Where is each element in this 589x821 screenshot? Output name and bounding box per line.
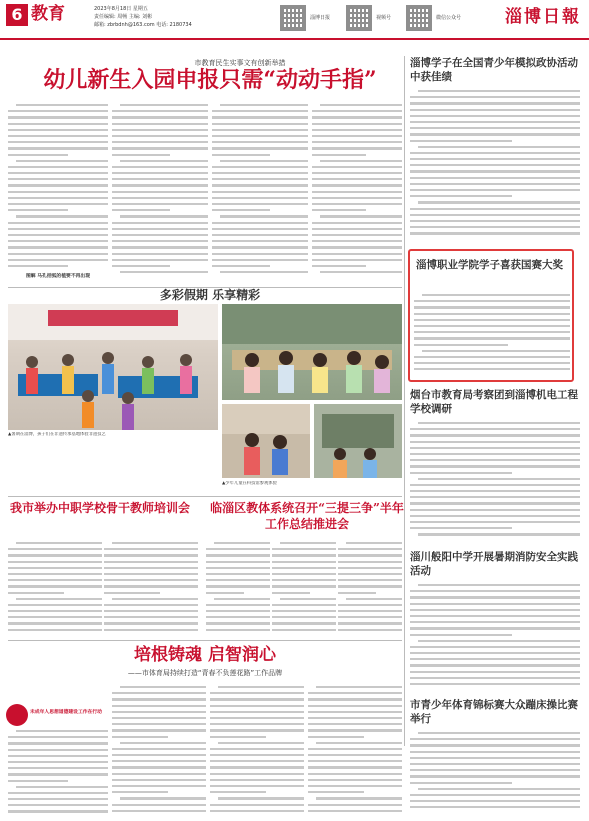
article-headline: 淄博职业学院学子喜获国赛大奖	[416, 259, 563, 271]
article-headline: 淄川般阳中学开展暑期消防安全实践活动	[410, 551, 578, 577]
article-body-column	[410, 420, 580, 538]
article-body-column	[410, 730, 580, 816]
article-kicker: 市教育民生实事文有创新举措	[194, 59, 286, 67]
article-body-column	[104, 540, 198, 634]
text-line	[212, 269, 308, 275]
section-divider	[8, 640, 402, 641]
qr-label: 微信公众号	[436, 15, 462, 21]
article-headline: 幼儿新生入园申报只需“动动手指”	[43, 67, 377, 93]
campaign-tag: 未成年人思想道德建设工作在行动	[30, 710, 102, 715]
header-editor: 责任编辑: 周畅 主编: 刘彬	[94, 14, 153, 20]
text-line	[8, 263, 108, 269]
header-contact: 邮箱: zbrbdnh@163.com 电话: 2180734	[94, 22, 192, 28]
photo-caption: ▲少年儿童在科技馆参观体验	[222, 481, 277, 486]
text-line	[308, 808, 402, 814]
article-body-column	[112, 102, 208, 280]
page-number: 6	[6, 4, 28, 26]
text-line	[410, 230, 580, 236]
article-body-column	[338, 540, 402, 634]
photo-left-small	[222, 404, 310, 478]
text-line	[338, 627, 402, 633]
qr-label: 淄博日报	[310, 15, 331, 21]
text-line	[112, 808, 206, 814]
page-header	[0, 0, 589, 40]
photo-reading	[222, 304, 402, 400]
photo-caption: ▲暑期在淄博，孩子们在非遗传承基地体验非遗技艺	[8, 432, 106, 437]
newspaper-masthead: 淄博日報	[505, 7, 581, 27]
qr-label: 视频号	[376, 15, 392, 21]
article-body-column	[308, 684, 402, 816]
article-headline: 烟台市教育局考察团到淄博机电工程学校调研	[410, 389, 578, 415]
qr-code-icon	[406, 5, 432, 31]
section-title: 教育	[31, 4, 65, 24]
campaign-logo-icon	[6, 704, 28, 726]
section-divider	[8, 496, 402, 497]
text-line	[104, 627, 198, 633]
text-line	[410, 804, 580, 810]
article-body-column	[112, 684, 206, 816]
article-kicker: ——市体育局持续打造“青春不负莲花路”工作品牌	[127, 669, 283, 677]
header-date: 2023年8月18日 星期五	[94, 6, 148, 12]
article-headline: 临淄区教体系统召开“三提三争”半年工作总结推进会	[210, 501, 404, 531]
article-body-column	[312, 102, 402, 280]
article-body-column	[8, 540, 102, 634]
photo-science-museum	[314, 404, 402, 478]
text-line	[206, 627, 270, 633]
article-body-column	[210, 684, 304, 816]
article-body-column	[272, 540, 336, 634]
qr-code-icon	[280, 5, 306, 31]
article-body-column	[206, 540, 270, 634]
article-body-column	[8, 102, 108, 270]
article-body-column	[212, 102, 308, 280]
photo-feature-title: 多彩假期 乐享精彩	[159, 288, 261, 302]
article-body-column	[410, 88, 580, 238]
article-body-column	[8, 728, 108, 816]
column-divider	[404, 56, 405, 746]
text-line	[410, 681, 580, 687]
text-line	[8, 808, 108, 814]
article-headline: 市青少年体育锦标赛大众蹦床操比赛举行	[410, 699, 578, 725]
text-line	[312, 269, 402, 275]
article-headline: 我市举办中职学校骨干教师培训会	[10, 501, 191, 515]
qr-code-icon	[346, 5, 372, 31]
article-headline: 淄博学子在全国青少年模拟政协活动中获佳绩	[410, 57, 578, 83]
text-line	[8, 627, 102, 633]
text-line	[272, 627, 336, 633]
photo-table-tennis	[8, 304, 218, 430]
text-line	[112, 269, 208, 275]
article-headline: 培根铸魂 启智润心	[134, 645, 276, 665]
highlight-box	[408, 249, 574, 382]
text-line	[210, 808, 304, 814]
article-subhead: 图解 马孔括弧的植要不再出现	[25, 274, 91, 279]
article-body-column	[410, 582, 580, 692]
text-line	[410, 531, 580, 537]
